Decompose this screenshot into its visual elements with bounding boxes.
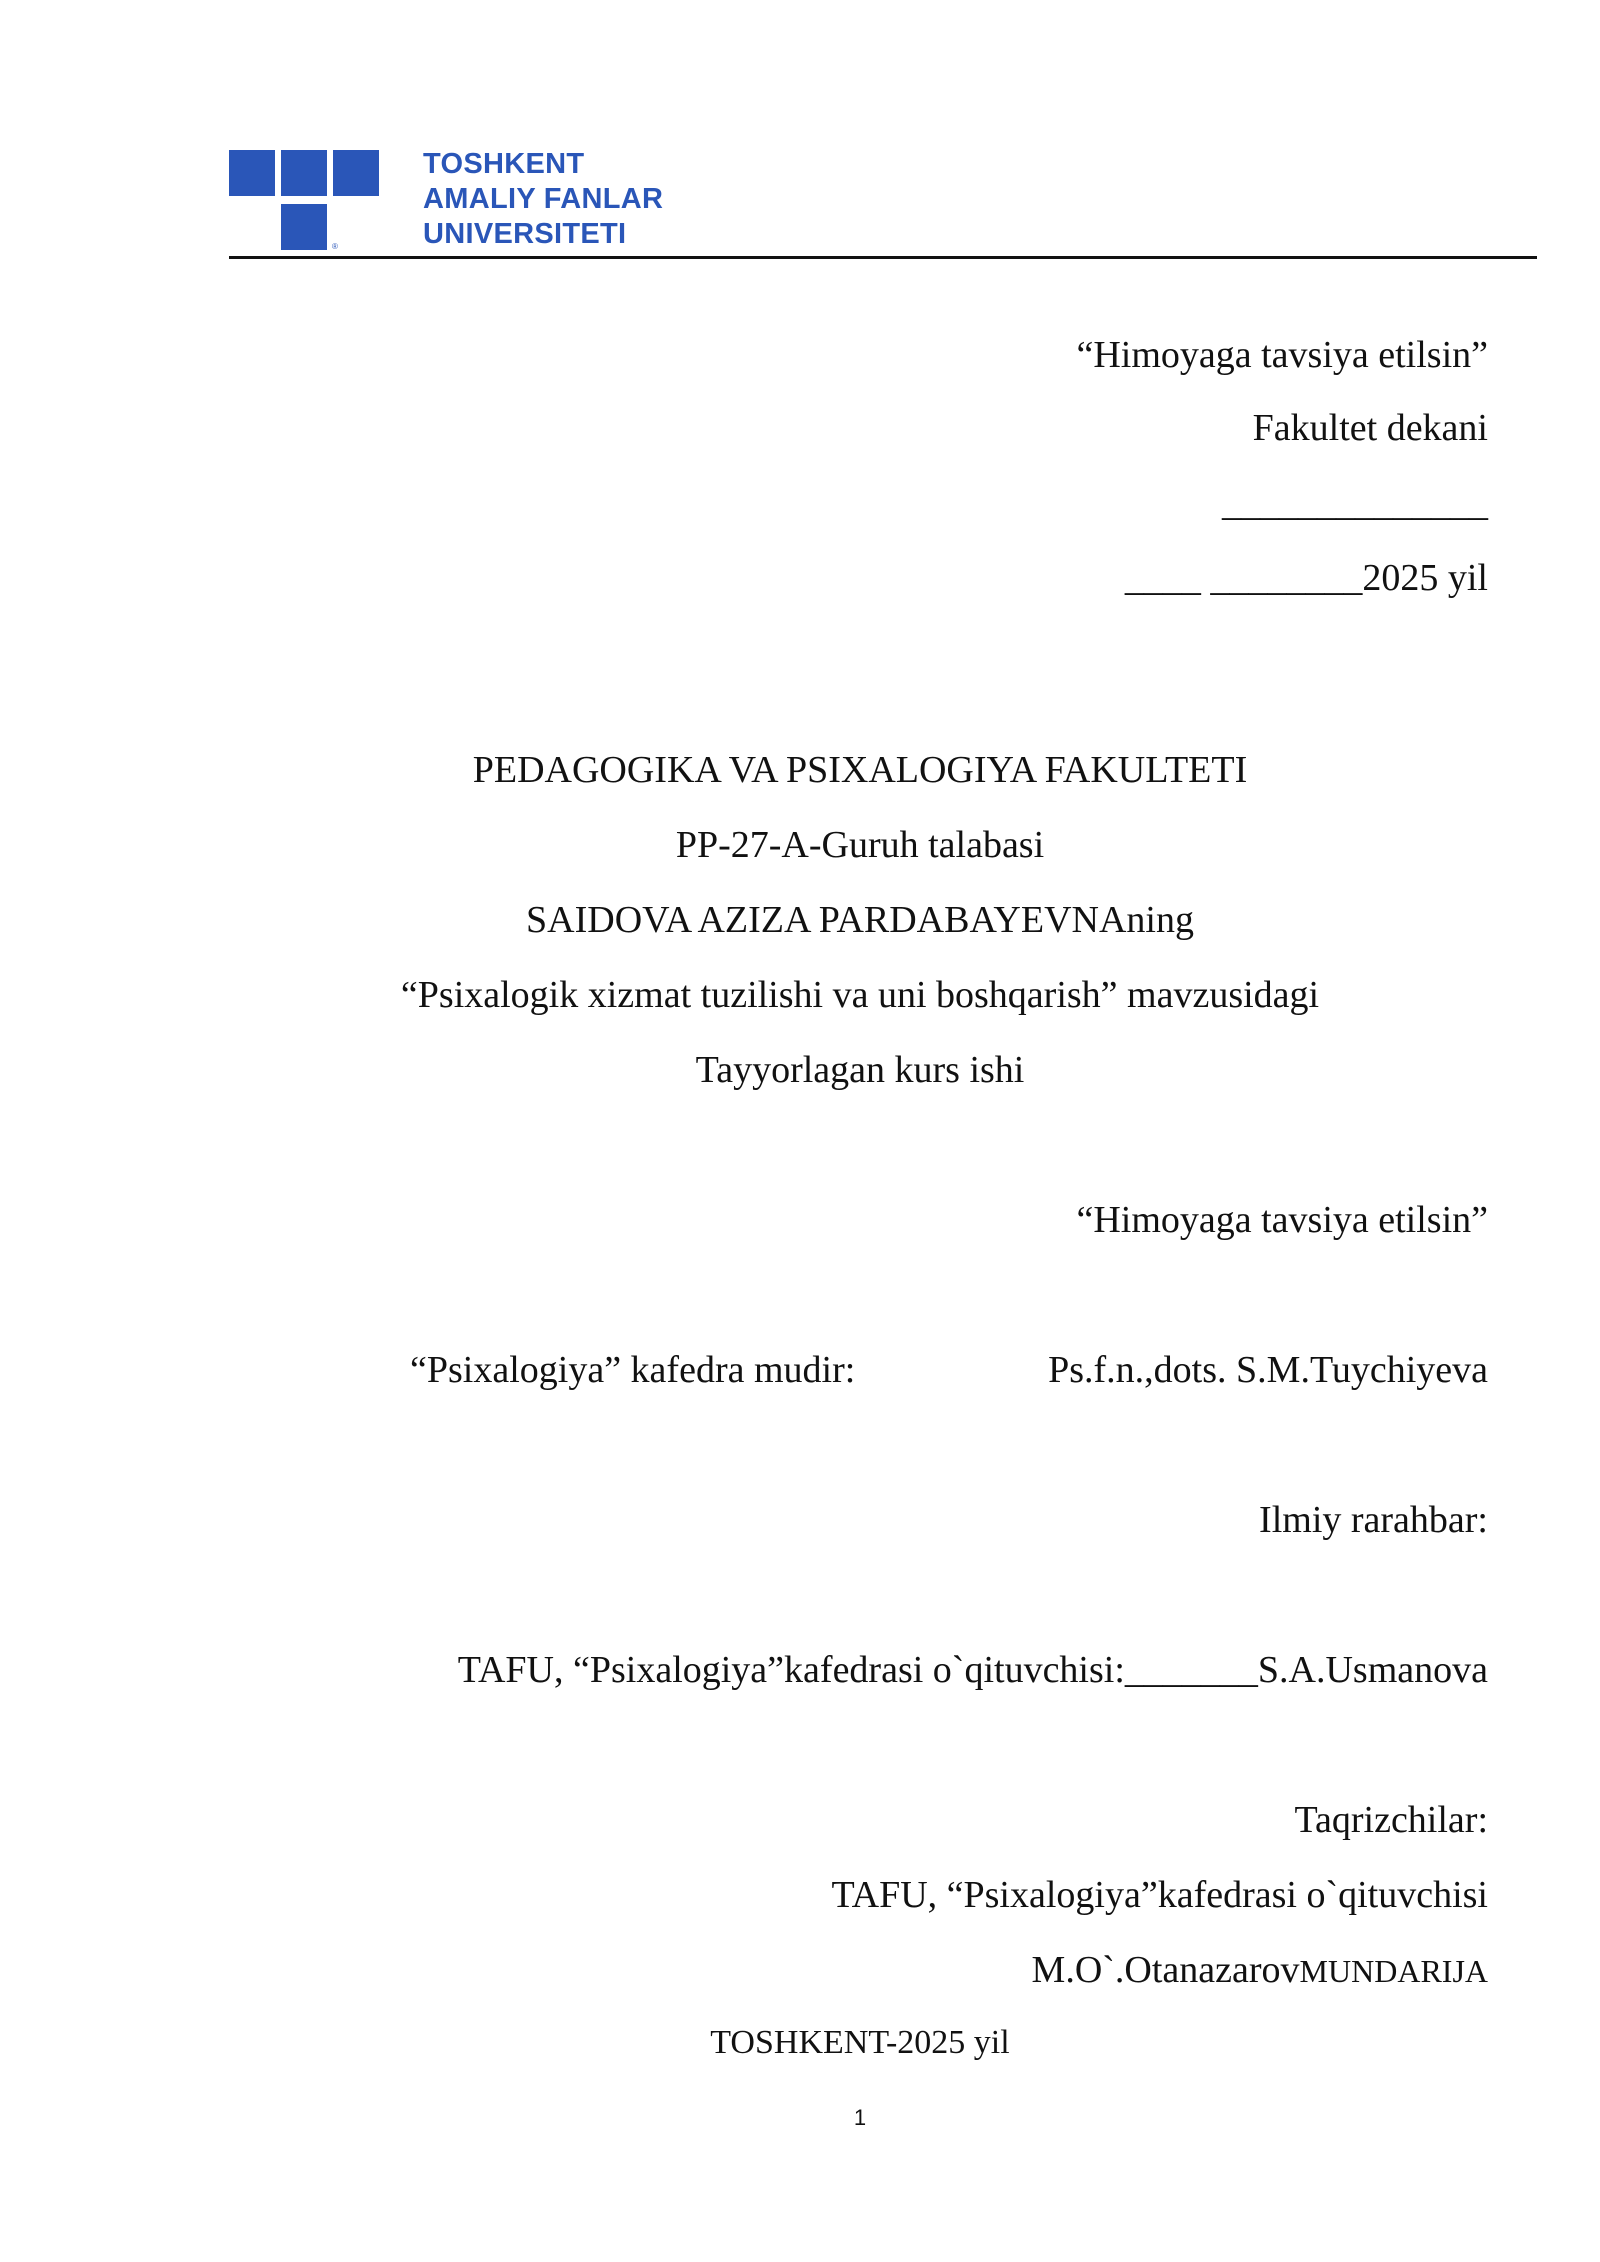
supervisor-line: TAFU, “Psixalogiya”kafedrasi o`qituvchisi:_______S.A.Usmanova [457, 1649, 1488, 1691]
dean-signature-line: ______________ [1222, 482, 1488, 524]
supervisor-label: Ilmiy rarahbar: [1259, 1499, 1488, 1541]
page-number: 1 [853, 2105, 867, 2130]
logo-square-2 [281, 150, 327, 196]
logo-square-1 [229, 150, 275, 196]
approval-date-line: ____ ________2025 yil [1124, 557, 1488, 599]
logo-line-1: TOSHKENT [423, 148, 585, 180]
reviewer-name: M.O`.Otanazarov [1031, 1949, 1300, 1991]
logo-square-3 [333, 150, 379, 196]
logo-line-3: UNIVERSITETI [423, 218, 627, 250]
work-topic: “Psixalogik xizmat tuzilishi va uni boshqarish” mavzusidagi [400, 974, 1320, 1016]
student-group: PP-27-A-Guruh talabasi [675, 824, 1045, 866]
approval-quote-mid: “Himoyaga tavsiya etilsin” [1076, 1199, 1488, 1241]
university-logo-text [423, 147, 663, 252]
reviewer-position: TAFU, “Psixalogiya”kafedrasi o`qituvchisi [831, 1874, 1488, 1916]
department-head-label: “Psixalogiya” kafedra mudir: [410, 1349, 856, 1391]
city-year: TOSHKENT-2025 yil [710, 2024, 1010, 2061]
header-divider [229, 256, 1537, 259]
university-logo-mark [229, 150, 379, 252]
work-type: Tayyorlagan kurs ishi [695, 1049, 1025, 1091]
faculty-name: PEDAGOGIKA VA PSIXALOGIYA FAKULTETI [472, 749, 1248, 791]
dean-position: Fakultet dekani [1252, 407, 1488, 449]
logo-square-4 [281, 204, 327, 250]
approval-quote-top: “Himoyaga tavsiya etilsin” [1076, 334, 1488, 376]
registered-mark: ® [332, 242, 338, 251]
department-head-name: Ps.f.n.,dots. S.M.Tuychiyeva [1048, 1349, 1488, 1391]
student-name: SAIDOVA AZIZA PARDABAYEVNAning [526, 899, 1194, 941]
logo-line-2: AMALIY FANLAR [423, 183, 664, 215]
reviewers-label: Taqrizchilar: [1294, 1799, 1488, 1841]
contents-heading: MUNDARIJA [1299, 1953, 1488, 1989]
reviewer-name-line [1032, 1947, 1488, 1994]
